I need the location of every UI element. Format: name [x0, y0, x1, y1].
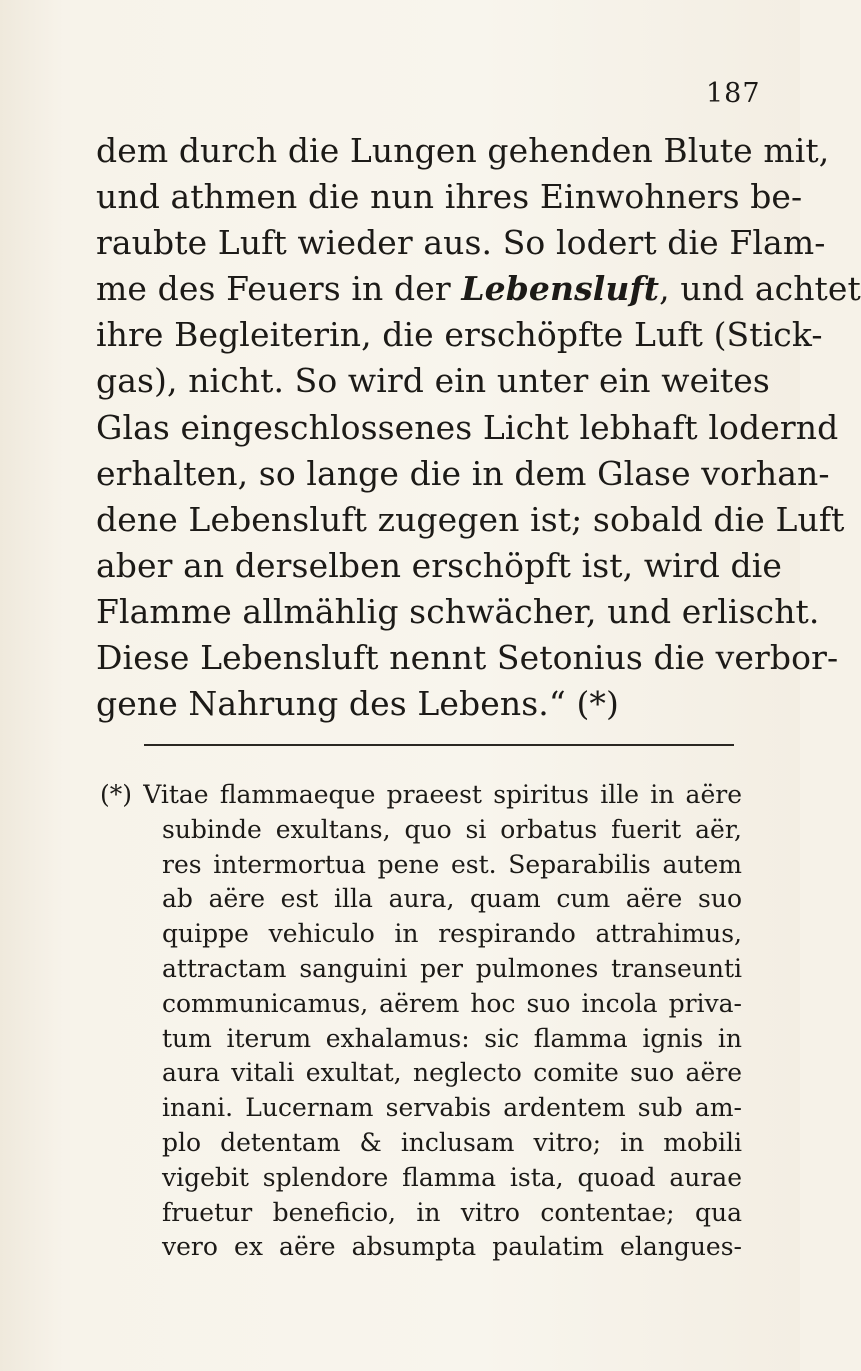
footnote-line: fruetur beneficio, in vitro contentae; qua	[162, 1197, 742, 1227]
footnote-line: ab aëre est illa aura, quam cum aëre suo	[162, 884, 742, 914]
footnote-line: aura vitali exultat, neglecto comite suo aëre	[162, 1058, 742, 1088]
main-line: Diese Lebensluft nennt Setonius die verbor-	[96, 638, 839, 678]
main-line: gene Nahrung des Lebens.“ (*)	[96, 684, 619, 724]
main-line: gas), nicht. So wird ein unter ein weites	[96, 361, 770, 401]
main-line: raubte Luft wieder aus. So lodert die Flam-	[96, 223, 826, 263]
main-line: dem durch die Lungen gehenden Blute mit,	[96, 131, 830, 170]
main-line: aber an derselben erschöpft ist, wird die	[96, 545, 783, 585]
main-line: Flamme allmählig schwächer, und erlischt.	[96, 591, 820, 631]
footnote-separator-rule	[144, 744, 734, 746]
footnote-block	[100, 778, 742, 1265]
main-line-part: , und achtet	[659, 269, 861, 309]
footnote-line: vigebit splendore flamma ista, quoad aurae	[162, 1162, 742, 1192]
main-text-block	[96, 128, 861, 727]
main-line: Glas eingeschlossenes Licht lebhaft lodernd	[96, 407, 839, 447]
footnote-line: res intermortua pene est. Separabilis autem	[162, 849, 742, 879]
main-line: ihre Begleiterin, die erschöpfte Luft (Stick-	[96, 315, 823, 355]
main-line	[96, 266, 861, 312]
footnote-line: quippe vehiculo in respirando attrahimus,	[162, 919, 742, 949]
page-number: 187	[706, 78, 761, 109]
footnote-line: inani. Lucernam servabis ardentem sub am-	[162, 1093, 742, 1123]
footnote-line: tum iterum exhalamus: sic flamma ignis in	[162, 1023, 742, 1053]
footnote-line: subinde exultans, quo si orbatus fuerit aër,	[162, 814, 742, 844]
footnote-line: (*) Vitae flammaeque praeest spiritus ille in aëre	[100, 780, 742, 809]
main-line: dene Lebensluft zugegen ist; sobald die Luft	[96, 499, 845, 539]
emphasized-term: Lebensluft	[461, 269, 660, 309]
footnote-line: communicamus, aërem hoc suo incola priva-	[162, 988, 742, 1018]
main-line-part: me des Feuers in der	[96, 269, 451, 309]
main-line: erhalten, so lange die in dem Glase vorhan-	[96, 453, 830, 493]
footnote-line: vero ex aëre absumpta paulatim elangues-	[162, 1232, 742, 1262]
footnote-line: attractam sanguini per pulmones transeunti	[162, 953, 742, 983]
footnote-line: plo detentam & inclusam vitro; in mobili	[162, 1127, 742, 1157]
main-line: und athmen die nun ihres Einwohners be-	[96, 177, 803, 217]
